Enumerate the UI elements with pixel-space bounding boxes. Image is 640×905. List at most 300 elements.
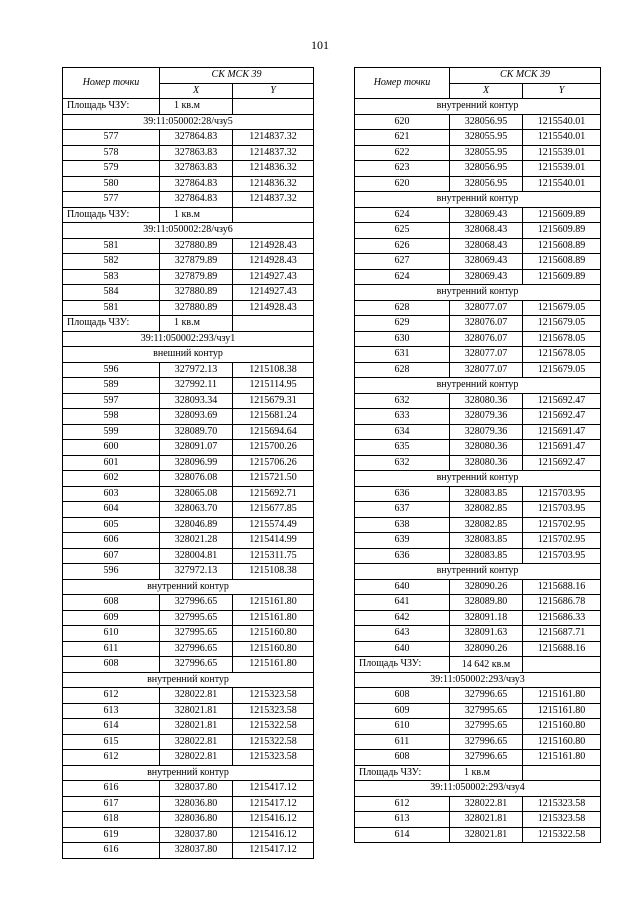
point-number-cell: 577 — [63, 192, 160, 208]
table-row — [355, 533, 601, 549]
y-coordinate-cell: 1215679.05 — [523, 362, 601, 378]
point-number-cell: 596 — [63, 362, 160, 378]
table-row — [355, 176, 601, 192]
x-coordinate-cell: 328021.81 — [160, 703, 233, 719]
point-number-cell: 628 — [355, 362, 450, 378]
table-row — [355, 719, 601, 735]
table-row — [355, 409, 601, 425]
contour-type-cell: внутренний контур — [63, 579, 314, 595]
y-coordinate-cell: 1214836.32 — [233, 176, 314, 192]
table-row — [355, 688, 601, 704]
y-coordinate-cell: 1215323.58 — [233, 703, 314, 719]
table-row — [63, 641, 314, 657]
y-coordinate-cell: 1214928.43 — [233, 238, 314, 254]
x-coordinate-cell: 328090.26 — [450, 579, 523, 595]
y-coordinate-cell: 1215702.95 — [523, 533, 601, 549]
point-number-cell: 583 — [63, 269, 160, 285]
x-coordinate-cell: 328080.36 — [450, 440, 523, 456]
table-row — [63, 393, 314, 409]
point-number-cell: 634 — [355, 424, 450, 440]
point-number-cell: 620 — [355, 176, 450, 192]
area-blank-cell — [233, 316, 314, 332]
point-number-cell: 630 — [355, 331, 450, 347]
table-row — [355, 548, 601, 564]
y-coordinate-cell: 1215678.05 — [523, 331, 601, 347]
parcel-section-row — [63, 223, 314, 239]
table-row — [355, 827, 601, 843]
point-number-cell: 606 — [63, 533, 160, 549]
table-row — [63, 843, 314, 859]
y-coordinate-cell: 1215688.16 — [523, 579, 601, 595]
point-number-cell: 624 — [355, 207, 450, 223]
table-row — [63, 254, 314, 270]
table-row — [63, 533, 314, 549]
y-coordinate-cell: 1215160.80 — [523, 719, 601, 735]
table-row — [63, 812, 314, 828]
point-number-cell: 608 — [63, 595, 160, 611]
point-number-cell: 612 — [355, 796, 450, 812]
point-number-cell: 619 — [63, 827, 160, 843]
x-coordinate-cell: 327995.65 — [160, 626, 233, 642]
point-number-cell: 605 — [63, 517, 160, 533]
table-row — [355, 362, 601, 378]
x-coordinate-cell: 328037.80 — [160, 781, 233, 797]
table-row — [355, 502, 601, 518]
table-row — [355, 610, 601, 626]
table-row — [63, 440, 314, 456]
parcel-section-row — [355, 672, 601, 688]
table-row — [63, 269, 314, 285]
y-coordinate-cell: 1215108.38 — [233, 362, 314, 378]
table-row — [63, 517, 314, 533]
y-coordinate-cell: 1215161.80 — [523, 750, 601, 766]
point-number-cell: 609 — [63, 610, 160, 626]
point-number-cell: 639 — [355, 533, 450, 549]
x-coordinate-cell: 328080.36 — [450, 455, 523, 471]
parcel-section-row — [63, 114, 314, 130]
point-number-cell: 613 — [63, 703, 160, 719]
x-coordinate-cell: 327996.65 — [450, 750, 523, 766]
x-coordinate-cell: 327996.65 — [160, 595, 233, 611]
y-coordinate-cell: 1215414.99 — [233, 533, 314, 549]
point-number-cell: 608 — [63, 657, 160, 673]
y-coordinate-cell: 1215114.95 — [233, 378, 314, 394]
point-number-cell: 577 — [63, 130, 160, 146]
area-blank-cell — [233, 207, 314, 223]
y-coordinate-cell: 1215691.47 — [523, 440, 601, 456]
point-number-cell: 612 — [63, 750, 160, 766]
point-number-cell: 578 — [63, 145, 160, 161]
y-coordinate-cell: 1215678.05 — [523, 347, 601, 363]
x-coordinate-cell: 328037.80 — [160, 843, 233, 859]
point-number-cell: 616 — [63, 781, 160, 797]
x-coordinate-cell: 328021.81 — [450, 827, 523, 843]
y-coordinate-cell: 1215679.05 — [523, 300, 601, 316]
x-coordinate-cell: 328091.18 — [450, 610, 523, 626]
header-x: X — [160, 83, 233, 99]
table-row — [355, 734, 601, 750]
contour-row — [63, 579, 314, 595]
y-coordinate-cell: 1214928.43 — [233, 254, 314, 270]
x-coordinate-cell: 328037.80 — [160, 827, 233, 843]
x-coordinate-cell: 328093.34 — [160, 393, 233, 409]
y-coordinate-cell: 1214837.32 — [233, 192, 314, 208]
contour-type-cell: внутренний контур — [355, 471, 601, 487]
contour-type-cell: внутренний контур — [63, 765, 314, 781]
table-row — [63, 610, 314, 626]
table-row — [63, 502, 314, 518]
y-coordinate-cell: 1215691.47 — [523, 424, 601, 440]
x-coordinate-cell: 327972.13 — [160, 362, 233, 378]
x-coordinate-cell: 328021.81 — [450, 812, 523, 828]
x-coordinate-cell: 327864.83 — [160, 130, 233, 146]
table-row — [63, 362, 314, 378]
x-coordinate-cell: 328046.89 — [160, 517, 233, 533]
x-coordinate-cell: 328096.99 — [160, 455, 233, 471]
x-coordinate-cell: 328091.07 — [160, 440, 233, 456]
contour-type-cell: внутренний контур — [355, 285, 601, 301]
contour-type-cell: внутренний контур — [63, 672, 314, 688]
contour-type-cell: внутренний контур — [355, 99, 601, 115]
table-row — [355, 114, 601, 130]
x-coordinate-cell: 328056.95 — [450, 114, 523, 130]
y-coordinate-cell: 1215322.58 — [233, 734, 314, 750]
x-coordinate-cell: 327996.65 — [450, 734, 523, 750]
point-number-cell: 624 — [355, 269, 450, 285]
table-row — [63, 285, 314, 301]
y-coordinate-cell: 1215686.78 — [523, 595, 601, 611]
y-coordinate-cell: 1215609.89 — [523, 207, 601, 223]
point-number-cell: 633 — [355, 409, 450, 425]
point-number-cell: 631 — [355, 347, 450, 363]
y-coordinate-cell: 1215161.80 — [233, 657, 314, 673]
table-row — [63, 471, 314, 487]
x-coordinate-cell: 327995.65 — [160, 610, 233, 626]
area-label-cell: Площадь ЧЗУ: — [63, 207, 160, 223]
table-row — [355, 207, 601, 223]
y-coordinate-cell: 1215677.85 — [233, 502, 314, 518]
table-row — [63, 781, 314, 797]
contour-row — [355, 378, 601, 394]
point-number-cell: 621 — [355, 130, 450, 146]
point-number-cell: 596 — [63, 564, 160, 580]
x-coordinate-cell: 327864.83 — [160, 176, 233, 192]
point-number-cell: 602 — [63, 471, 160, 487]
x-coordinate-cell: 328093.69 — [160, 409, 233, 425]
area-label-cell: Площадь ЧЗУ: — [63, 99, 160, 115]
y-coordinate-cell: 1215609.89 — [523, 269, 601, 285]
x-coordinate-cell: 328068.43 — [450, 223, 523, 239]
x-coordinate-cell: 328022.81 — [160, 734, 233, 750]
point-number-cell: 643 — [355, 626, 450, 642]
table-row — [63, 688, 314, 704]
x-coordinate-cell: 328077.07 — [450, 362, 523, 378]
x-coordinate-cell: 327992.11 — [160, 378, 233, 394]
parcel-id-cell: 39:11:050002:293/чзу1 — [63, 331, 314, 347]
y-coordinate-cell: 1215108.38 — [233, 564, 314, 580]
x-coordinate-cell: 328082.85 — [450, 502, 523, 518]
x-coordinate-cell: 328021.81 — [160, 719, 233, 735]
x-coordinate-cell: 328036.80 — [160, 796, 233, 812]
table-row — [355, 626, 601, 642]
x-coordinate-cell: 328076.07 — [450, 316, 523, 332]
table-row — [355, 424, 601, 440]
table-row — [355, 347, 601, 363]
point-number-cell: 640 — [355, 579, 450, 595]
y-coordinate-cell: 1215416.12 — [233, 812, 314, 828]
y-coordinate-cell: 1215688.16 — [523, 641, 601, 657]
y-coordinate-cell: 1215679.31 — [233, 393, 314, 409]
page-number: 101 — [311, 38, 329, 52]
area-value-cell: 1 кв.м — [450, 765, 523, 781]
y-coordinate-cell: 1215609.89 — [523, 223, 601, 239]
x-coordinate-cell: 328089.80 — [450, 595, 523, 611]
y-coordinate-cell: 1215539.01 — [523, 161, 601, 177]
area-blank-cell — [523, 765, 601, 781]
area-row — [355, 765, 601, 781]
x-coordinate-cell: 328069.43 — [450, 269, 523, 285]
table-row — [63, 827, 314, 843]
coordinates-table-left — [62, 67, 314, 859]
table-row — [355, 130, 601, 146]
x-coordinate-cell: 327879.89 — [160, 269, 233, 285]
point-number-cell: 611 — [355, 734, 450, 750]
point-number-cell: 614 — [355, 827, 450, 843]
y-coordinate-cell: 1215540.01 — [523, 130, 601, 146]
x-coordinate-cell: 327880.89 — [160, 300, 233, 316]
point-number-cell: 642 — [355, 610, 450, 626]
point-number-cell: 620 — [355, 114, 450, 130]
y-coordinate-cell: 1215694.64 — [233, 424, 314, 440]
area-value-cell: 1 кв.м — [160, 99, 233, 115]
table-row — [355, 300, 601, 316]
x-coordinate-cell: 328004.81 — [160, 548, 233, 564]
table-row — [355, 812, 601, 828]
x-coordinate-cell: 328036.80 — [160, 812, 233, 828]
point-number-cell: 632 — [355, 455, 450, 471]
point-number-cell: 604 — [63, 502, 160, 518]
table-row — [63, 238, 314, 254]
y-coordinate-cell: 1214928.43 — [233, 300, 314, 316]
x-coordinate-cell: 327863.83 — [160, 145, 233, 161]
point-number-cell: 603 — [63, 486, 160, 502]
y-coordinate-cell: 1215161.80 — [233, 595, 314, 611]
y-coordinate-cell: 1215608.89 — [523, 254, 601, 270]
x-coordinate-cell: 327864.83 — [160, 192, 233, 208]
point-number-cell: 597 — [63, 393, 160, 409]
point-number-cell: 608 — [355, 750, 450, 766]
table-row — [63, 300, 314, 316]
table-row — [355, 331, 601, 347]
point-number-cell: 617 — [63, 796, 160, 812]
table-row — [355, 796, 601, 812]
y-coordinate-cell: 1215679.05 — [523, 316, 601, 332]
table-row — [63, 145, 314, 161]
area-blank-cell — [233, 99, 314, 115]
header-y: Y — [523, 83, 601, 99]
parcel-id-cell: 39:11:050002:293/чзу4 — [355, 781, 601, 797]
table-row — [355, 455, 601, 471]
x-coordinate-cell: 327879.89 — [160, 254, 233, 270]
point-number-cell: 623 — [355, 161, 450, 177]
point-number-cell: 599 — [63, 424, 160, 440]
y-coordinate-cell: 1214927.43 — [233, 269, 314, 285]
point-number-cell: 580 — [63, 176, 160, 192]
table-row — [63, 176, 314, 192]
table-row — [355, 641, 601, 657]
x-coordinate-cell: 328077.07 — [450, 347, 523, 363]
header-coordinate-system: СК МСК 39 — [160, 68, 314, 84]
x-coordinate-cell: 328022.81 — [450, 796, 523, 812]
table-row — [63, 130, 314, 146]
y-coordinate-cell: 1215323.58 — [233, 750, 314, 766]
header-point-number: Номер точки — [355, 68, 450, 99]
x-coordinate-cell: 328069.43 — [450, 207, 523, 223]
table-row — [355, 486, 601, 502]
x-coordinate-cell: 328055.95 — [450, 145, 523, 161]
table-row — [63, 486, 314, 502]
x-coordinate-cell: 328022.81 — [160, 750, 233, 766]
table-row — [63, 161, 314, 177]
y-coordinate-cell: 1215417.12 — [233, 796, 314, 812]
point-number-cell: 610 — [63, 626, 160, 642]
y-coordinate-cell: 1214836.32 — [233, 161, 314, 177]
table-row — [355, 517, 601, 533]
point-number-cell: 609 — [355, 703, 450, 719]
point-number-cell: 636 — [355, 486, 450, 502]
x-coordinate-cell: 328055.95 — [450, 130, 523, 146]
table-row — [355, 223, 601, 239]
y-coordinate-cell: 1215416.12 — [233, 827, 314, 843]
point-number-cell: 579 — [63, 161, 160, 177]
table-row — [63, 409, 314, 425]
point-number-cell: 607 — [63, 548, 160, 564]
x-coordinate-cell: 327880.89 — [160, 285, 233, 301]
x-coordinate-cell: 327995.65 — [450, 719, 523, 735]
x-coordinate-cell: 327972.13 — [160, 564, 233, 580]
area-row — [63, 316, 314, 332]
y-coordinate-cell: 1215322.58 — [233, 719, 314, 735]
x-coordinate-cell: 328056.95 — [450, 161, 523, 177]
point-number-cell: 641 — [355, 595, 450, 611]
y-coordinate-cell: 1215721.50 — [233, 471, 314, 487]
x-coordinate-cell: 328076.08 — [160, 471, 233, 487]
x-coordinate-cell: 328091.63 — [450, 626, 523, 642]
y-coordinate-cell: 1215160.80 — [233, 626, 314, 642]
parcel-id-cell: 39:11:050002:28/чзу5 — [63, 114, 314, 130]
table-row — [355, 269, 601, 285]
table-row — [63, 548, 314, 564]
point-number-cell: 613 — [355, 812, 450, 828]
coordinates-table-right — [354, 67, 601, 843]
y-coordinate-cell: 1215686.33 — [523, 610, 601, 626]
contour-row — [355, 99, 601, 115]
y-coordinate-cell: 1215692.71 — [233, 486, 314, 502]
contour-row — [355, 285, 601, 301]
table-row — [355, 254, 601, 270]
x-coordinate-cell: 327880.89 — [160, 238, 233, 254]
header-point-number: Номер точки — [63, 68, 160, 99]
y-coordinate-cell: 1215311.75 — [233, 548, 314, 564]
point-number-cell: 627 — [355, 254, 450, 270]
y-coordinate-cell: 1215323.58 — [523, 812, 601, 828]
point-number-cell: 601 — [63, 455, 160, 471]
table-row — [355, 145, 601, 161]
table-row — [355, 750, 601, 766]
y-coordinate-cell: 1215608.89 — [523, 238, 601, 254]
point-number-cell: 615 — [63, 734, 160, 750]
table-row — [63, 703, 314, 719]
point-number-cell: 611 — [63, 641, 160, 657]
point-number-cell: 626 — [355, 238, 450, 254]
table-row — [63, 626, 314, 642]
y-coordinate-cell: 1215703.95 — [523, 548, 601, 564]
point-number-cell: 625 — [355, 223, 450, 239]
y-coordinate-cell: 1215161.80 — [233, 610, 314, 626]
contour-row — [63, 347, 314, 363]
point-number-cell: 610 — [355, 719, 450, 735]
y-coordinate-cell: 1215161.80 — [523, 688, 601, 704]
y-coordinate-cell: 1215417.12 — [233, 843, 314, 859]
x-coordinate-cell: 328083.85 — [450, 486, 523, 502]
area-value-cell: 1 кв.м — [160, 207, 233, 223]
header-y: Y — [233, 83, 314, 99]
contour-type-cell: внешний контур — [63, 347, 314, 363]
y-coordinate-cell: 1215540.01 — [523, 114, 601, 130]
y-coordinate-cell: 1215161.80 — [523, 703, 601, 719]
x-coordinate-cell: 328079.36 — [450, 424, 523, 440]
x-coordinate-cell: 327996.65 — [160, 657, 233, 673]
y-coordinate-cell: 1215703.95 — [523, 486, 601, 502]
point-number-cell: 582 — [63, 254, 160, 270]
y-coordinate-cell: 1215702.95 — [523, 517, 601, 533]
contour-row — [63, 672, 314, 688]
x-coordinate-cell: 328065.08 — [160, 486, 233, 502]
y-coordinate-cell: 1215322.58 — [523, 827, 601, 843]
point-number-cell: 637 — [355, 502, 450, 518]
table-row — [63, 424, 314, 440]
table-row — [355, 238, 601, 254]
x-coordinate-cell: 328083.85 — [450, 533, 523, 549]
x-coordinate-cell: 328080.36 — [450, 393, 523, 409]
y-coordinate-cell: 1215160.80 — [233, 641, 314, 657]
header-x: X — [450, 83, 523, 99]
x-coordinate-cell: 328090.26 — [450, 641, 523, 657]
point-number-cell: 608 — [355, 688, 450, 704]
x-coordinate-cell: 328089.70 — [160, 424, 233, 440]
contour-row — [355, 192, 601, 208]
x-coordinate-cell: 328076.07 — [450, 331, 523, 347]
point-number-cell: 635 — [355, 440, 450, 456]
point-number-cell: 638 — [355, 517, 450, 533]
y-coordinate-cell: 1214837.32 — [233, 145, 314, 161]
area-value-cell: 14 642 кв.м — [450, 657, 523, 673]
table-row — [63, 455, 314, 471]
x-coordinate-cell: 328068.43 — [450, 238, 523, 254]
x-coordinate-cell: 327995.65 — [450, 703, 523, 719]
table-row — [63, 192, 314, 208]
x-coordinate-cell: 328082.85 — [450, 517, 523, 533]
x-coordinate-cell: 328056.95 — [450, 176, 523, 192]
table-row — [355, 393, 601, 409]
parcel-section-row — [63, 331, 314, 347]
point-number-cell: 600 — [63, 440, 160, 456]
y-coordinate-cell: 1215706.26 — [233, 455, 314, 471]
x-coordinate-cell: 328083.85 — [450, 548, 523, 564]
contour-type-cell: внутренний контур — [355, 564, 601, 580]
y-coordinate-cell: 1214837.32 — [233, 130, 314, 146]
contour-type-cell: внутренний контур — [355, 192, 601, 208]
